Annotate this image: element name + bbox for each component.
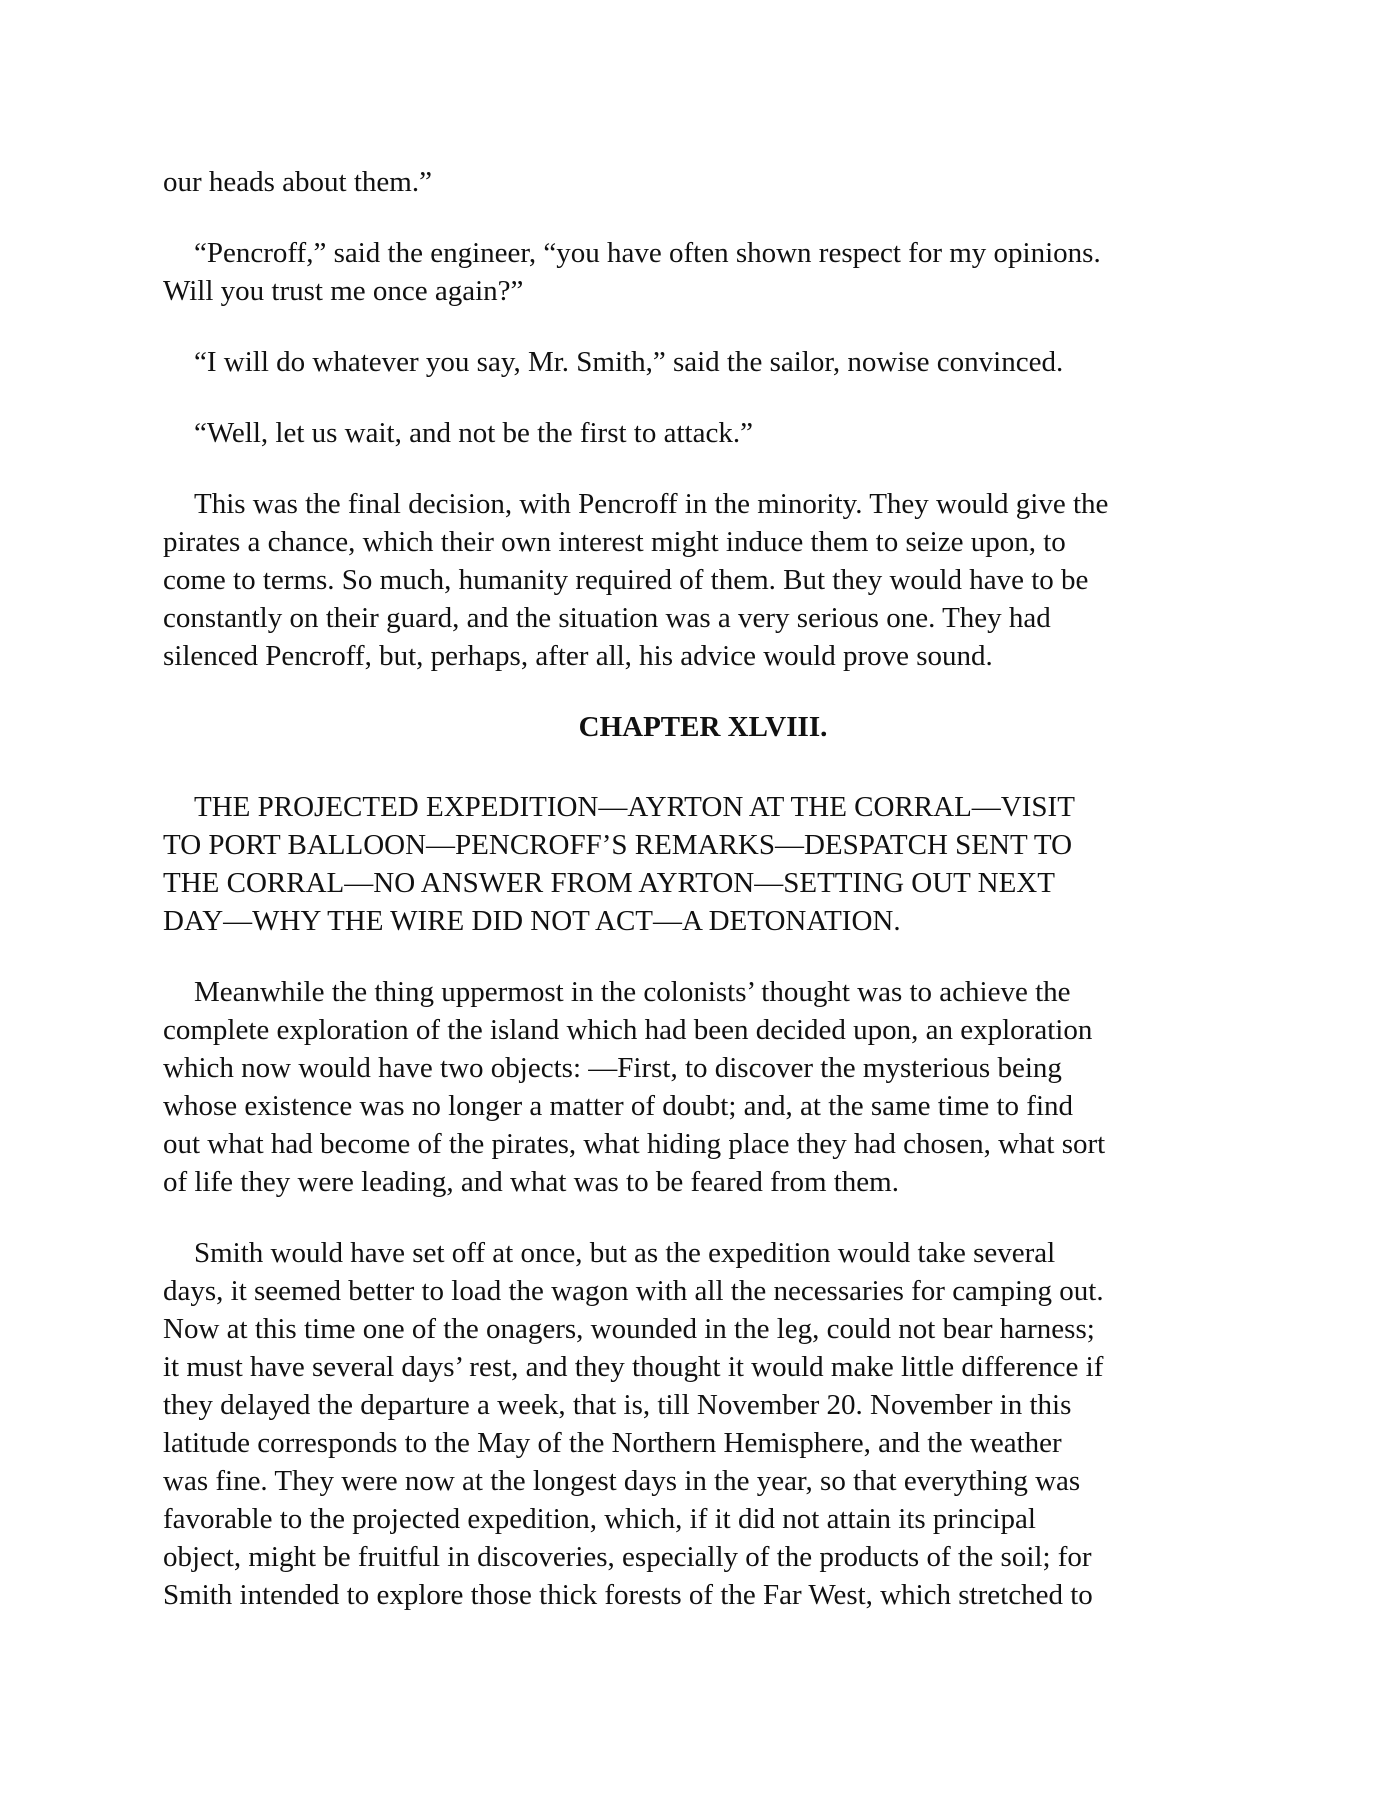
text-line: out what had become of the pirates, what hiding place they had chosen, what sort — [163, 1128, 1106, 1160]
text-line: Smith would have set off at once, but as the expedition would take several — [194, 1237, 1056, 1269]
text-line: it must have several days’ rest, and they thought it would make little difference if — [163, 1351, 1104, 1383]
text-line: Meanwhile the thing uppermost in the colonists’ thought was to achieve the — [194, 976, 1071, 1008]
text-line: object, might be fruitful in discoveries, especially of the products of the soil; for — [163, 1541, 1092, 1573]
paragraph — [163, 788, 1243, 940]
paragraph — [163, 1234, 1243, 1614]
text-line: latitude corresponds to the May of the Northern Hemisphere, and the weather — [163, 1427, 1062, 1459]
chapter-title: CHAPTER XLVIII. — [578, 711, 828, 743]
paragraphs-after — [163, 788, 1243, 1614]
paragraph — [163, 973, 1243, 1201]
text-line: days, it seemed better to load the wagon with all the necessaries for camping out. — [163, 1275, 1104, 1307]
text-line: “I will do whatever you say, Mr. Smith,” said the sailor, nowise convinced. — [194, 346, 1064, 378]
text-line: favorable to the projected expedition, which, if it did not attain its principal — [163, 1503, 1036, 1535]
paragraph — [163, 414, 1243, 452]
text-line: come to terms. So much, humanity required of them. But they would have to be — [163, 564, 1089, 596]
text-line: Will you trust me once again?” — [163, 275, 524, 307]
paragraph — [163, 343, 1243, 381]
text-line: of life they were leading, and what was to be feared from them. — [163, 1166, 899, 1198]
paragraphs-before — [163, 163, 1243, 675]
paragraph — [163, 485, 1243, 675]
text-line: constantly on their guard, and the situation was a very serious one. They had — [163, 602, 1051, 634]
page-text — [163, 163, 1243, 1647]
text-line: DAY—WHY THE WIRE DID NOT ACT—A DETONATION. — [163, 905, 901, 937]
text-line: THE PROJECTED EXPEDITION—AYRTON AT THE CORRAL—VISIT — [194, 791, 1075, 823]
text-line: TO PORT BALLOON—PENCROFF’S REMARKS—DESPATCH SENT TO — [163, 829, 1073, 861]
text-line: our heads about them.” — [163, 166, 432, 198]
text-line: which now would have two objects: —First, to discover the mysterious being — [163, 1052, 1062, 1084]
text-line: THE CORRAL—NO ANSWER FROM AYRTON—SETTING OUT NEXT — [163, 867, 1055, 899]
text-line: Now at this time one of the onagers, wounded in the leg, could not bear harness; — [163, 1313, 1095, 1345]
text-line: “Pencroff,” said the engineer, “you have often shown respect for my opinions. — [194, 237, 1101, 269]
text-line: This was the final decision, with Pencroff in the minority. They would give the — [194, 488, 1109, 520]
text-line: they delayed the departure a week, that is, till November 20. November in this — [163, 1389, 1072, 1421]
text-line: pirates a chance, which their own interest might induce them to seize upon, to — [163, 526, 1066, 558]
text-line: Smith intended to explore those thick forests of the Far West, which stretched to — [163, 1579, 1093, 1611]
text-line: “Well, let us wait, and not be the first to attack.” — [194, 417, 753, 449]
text-line: whose existence was no longer a matter of doubt; and, at the same time to find — [163, 1090, 1074, 1122]
text-line: was fine. They were now at the longest days in the year, so that everything was — [163, 1465, 1081, 1497]
text-line: complete exploration of the island which had been decided upon, an exploration — [163, 1014, 1093, 1046]
paragraph — [163, 163, 1243, 201]
text-line: silenced Pencroff, but, perhaps, after all, his advice would prove sound. — [163, 640, 993, 672]
paragraph — [163, 234, 1243, 310]
